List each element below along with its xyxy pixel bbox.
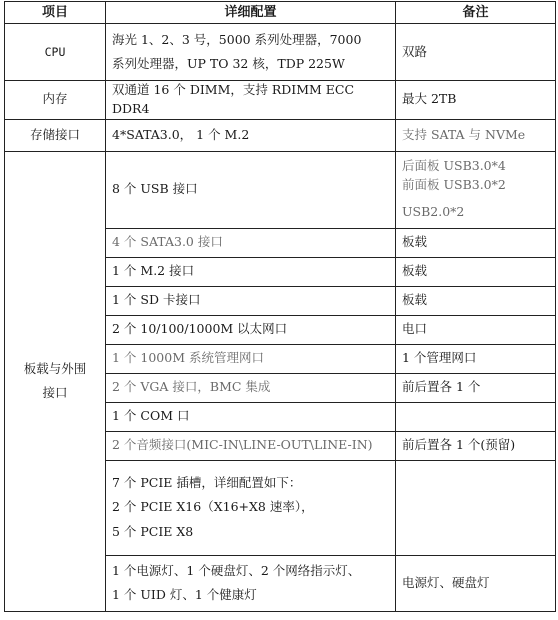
header-detail: 详细配置	[106, 2, 396, 24]
detail-cell: 双通道 16 个 DIMM，支持 RDIMM ECC DDR4	[106, 81, 396, 120]
note-cell: 后面板 USB3.0*4 前面板 USB3.0*2 USB2.0*2	[396, 151, 556, 228]
note-cell: 前后置各 1 个(预留)	[396, 431, 556, 460]
item-cell: 内存	[5, 81, 106, 120]
header-note: 备注	[396, 2, 556, 24]
note-cell: 电源灯、硬盘灯	[396, 555, 556, 611]
note-cell: 支持 SATA 与 NVMe	[396, 119, 556, 151]
detail-cell: 8 个 USB 接口	[106, 151, 396, 228]
detail-cell: 7 个 PCIE 插槽，详细配置如下： 2 个 PCIE X16（X16+X8 速率）， 5 个 PCIE X8	[106, 460, 396, 555]
note-cell	[396, 402, 556, 431]
header-row	[5, 2, 556, 24]
table-row-memory	[5, 81, 556, 120]
detail-cell: 1 个 SD 卡接口	[106, 286, 396, 315]
detail-cell: 海光 1、2、3 号，5000 系列处理器，7000 系列处理器，UP TO 32 核，TDP 225W	[106, 24, 396, 81]
note-cell: 电口	[396, 315, 556, 344]
detail-cell: 4*SATA3.0， 1 个 M.2	[106, 119, 396, 151]
note-cell: 前后置各 1 个	[396, 373, 556, 402]
detail-cell: 2 个音频接口(MIC-IN\LINE-OUT\LINE-IN)	[106, 431, 396, 460]
note-cell: 1 个管理网口	[396, 344, 556, 373]
spec-table	[4, 1, 556, 612]
detail-cell: 1 个电源灯、1 个硬盘灯、2 个网络指示灯、 1 个 UID 灯、1 个健康灯	[106, 555, 396, 611]
note-cell: 最大 2TB	[396, 81, 556, 120]
detail-cell: 2 个 10/100/1000M 以太网口	[106, 315, 396, 344]
detail-cell: 1 个 M.2 接口	[106, 257, 396, 286]
table-row-usb	[5, 151, 556, 228]
table-row-storage	[5, 119, 556, 151]
note-cell: 板载	[396, 286, 556, 315]
detail-cell: 1 个 1000M 系统管理网口	[106, 344, 396, 373]
note-cell: 板载	[396, 257, 556, 286]
detail-cell: 1 个 COM 口	[106, 402, 396, 431]
note-cell: 双路	[396, 24, 556, 81]
item-cell: 存储接口	[5, 119, 106, 151]
note-cell: 板载	[396, 228, 556, 257]
item-cell: CPU	[5, 24, 106, 81]
item-cell-onboard: 板载与外围 接口	[5, 151, 106, 611]
header-item: 项目	[5, 2, 106, 24]
note-cell	[396, 460, 556, 555]
table-row-cpu	[5, 24, 556, 81]
detail-cell: 4 个 SATA3.0 接口	[106, 228, 396, 257]
detail-cell: 2 个 VGA 接口，BMC 集成	[106, 373, 396, 402]
